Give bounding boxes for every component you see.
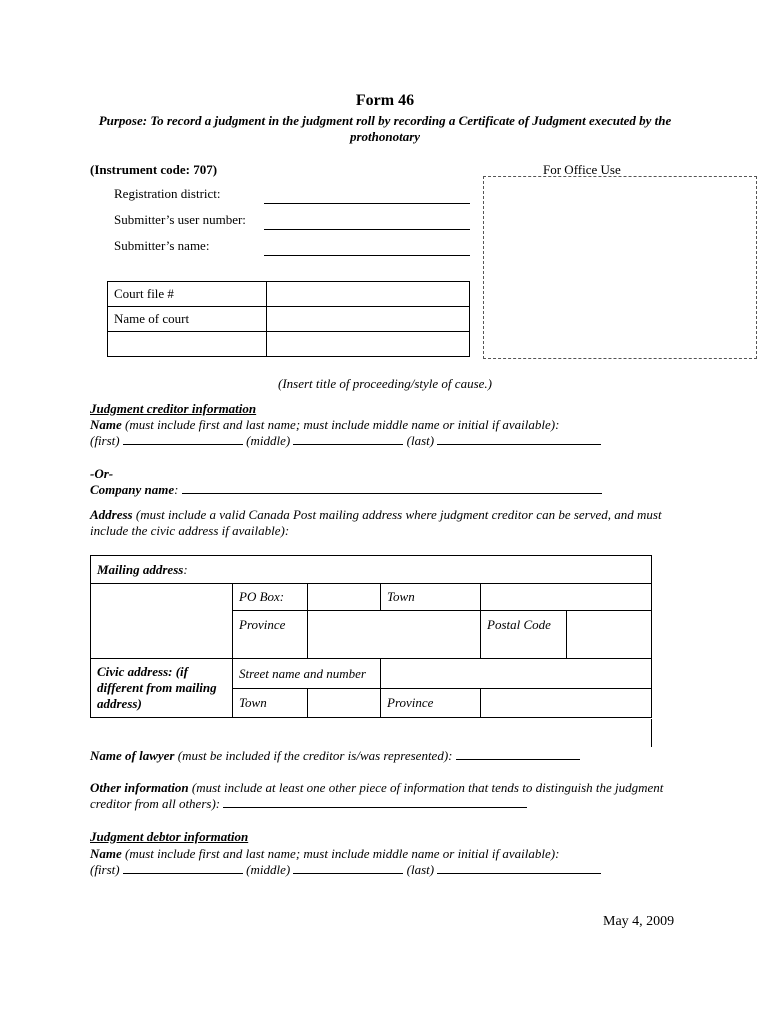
town-label: Town <box>381 584 481 611</box>
mailing-address-header <box>91 556 652 584</box>
province-field[interactable] <box>308 611 481 659</box>
creditor-heading: Judgment creditor information <box>90 401 257 416</box>
office-use-box <box>483 176 757 359</box>
court-table <box>107 281 470 357</box>
creditor-middle-field[interactable] <box>293 433 403 445</box>
submitter-name-label: Submitter’s name: <box>114 238 210 253</box>
court-name-label: Name of court <box>108 307 267 332</box>
creditor-first-field[interactable] <box>123 433 243 445</box>
company-colon: : <box>174 482 179 497</box>
creditor-name-line <box>90 417 559 433</box>
mailing-blank-cell <box>91 584 233 659</box>
postal-code-label: Postal Code <box>481 611 567 659</box>
creditor-middle-label: (middle) <box>246 433 291 448</box>
creditor-name-note: (must include first and last name; must include middle name or initial if available): <box>121 417 560 432</box>
civic-address-label: Civic address: (if different from mailing address) <box>91 659 233 718</box>
po-box-label: PO Box: <box>233 584 308 611</box>
form-title: Form 46 <box>355 92 415 109</box>
user-number-field[interactable] <box>264 229 470 230</box>
other-info-field[interactable] <box>223 796 527 808</box>
town-field[interactable] <box>481 584 652 611</box>
insert-title-note: (Insert title of proceeding/style of cause.) <box>278 376 492 391</box>
debtor-middle-field[interactable] <box>293 862 403 874</box>
debtor-heading: Judgment debtor information <box>90 829 249 844</box>
company-field[interactable] <box>182 482 602 494</box>
creditor-name-label: Name <box>90 417 122 432</box>
instrument-code: (Instrument code: 707) <box>90 162 218 177</box>
creditor-last-field[interactable] <box>437 433 601 445</box>
company-line <box>90 482 602 498</box>
table-edge-line <box>651 719 652 747</box>
other-info-line <box>90 780 690 812</box>
form-purpose: Purpose: To record a judgment in the judgment roll by recording a Certificate of Judgment executed by the prothonotary <box>98 113 672 144</box>
civic-province-field[interactable] <box>481 689 652 718</box>
debtor-middle-label: (middle) <box>246 862 291 877</box>
postal-code-field[interactable] <box>567 611 652 659</box>
debtor-first-field[interactable] <box>123 862 243 874</box>
or-label: -Or- <box>90 466 114 481</box>
address-note: (must include a valid Canada Post mailing address where judgment creditor can be served, and must include the civic address if available): <box>90 507 662 538</box>
civic-province-label: Province <box>381 689 481 718</box>
office-use-label: For Office Use <box>543 162 621 177</box>
submitter-name-field[interactable] <box>264 255 470 256</box>
court-extra-field[interactable] <box>267 332 470 357</box>
debtor-name-note: (must include first and last name; must include middle name or initial if available): <box>121 846 560 861</box>
court-file-label: Court file # <box>108 282 267 307</box>
registration-district-field[interactable] <box>264 203 470 204</box>
creditor-name-fields <box>90 433 601 449</box>
mailing-address-colon: : <box>183 561 188 577</box>
street-label: Street name and number <box>233 659 381 689</box>
court-extra-cell[interactable] <box>108 332 267 357</box>
debtor-last-field[interactable] <box>437 862 601 874</box>
debtor-first-label: (first) <box>90 862 120 877</box>
po-box-field[interactable] <box>308 584 381 611</box>
mailing-address-label: Mailing address <box>97 561 184 577</box>
company-label: Company name <box>90 482 175 497</box>
registration-district-label: Registration district: <box>114 186 221 201</box>
civic-town-field[interactable] <box>308 689 381 718</box>
lawyer-line <box>90 748 580 764</box>
address-line <box>90 507 690 539</box>
other-info-label: Other information <box>90 780 189 795</box>
civic-town-label: Town <box>233 689 308 718</box>
other-info-note: (must include at least one other piece of information that tends to distinguish the judgment creditor from all others): <box>90 780 664 811</box>
province-label: Province <box>233 611 308 659</box>
debtor-name-fields <box>90 862 601 878</box>
lawyer-field[interactable] <box>456 748 580 760</box>
lawyer-label: Name of lawyer <box>90 748 175 763</box>
address-table <box>90 555 652 718</box>
creditor-first-label: (first) <box>90 433 120 448</box>
debtor-name-line <box>90 846 559 862</box>
street-field[interactable] <box>381 659 652 689</box>
debtor-last-label: (last) <box>406 862 435 877</box>
address-label: Address <box>90 507 133 522</box>
court-file-field[interactable] <box>267 282 470 307</box>
footer-date: May 4, 2009 <box>603 914 675 929</box>
court-name-field[interactable] <box>267 307 470 332</box>
creditor-last-label: (last) <box>406 433 435 448</box>
lawyer-note: (must be included if the creditor is/was represented): <box>174 748 453 763</box>
debtor-name-label: Name <box>90 846 122 861</box>
user-number-label: Submitter’s user number: <box>114 212 246 227</box>
